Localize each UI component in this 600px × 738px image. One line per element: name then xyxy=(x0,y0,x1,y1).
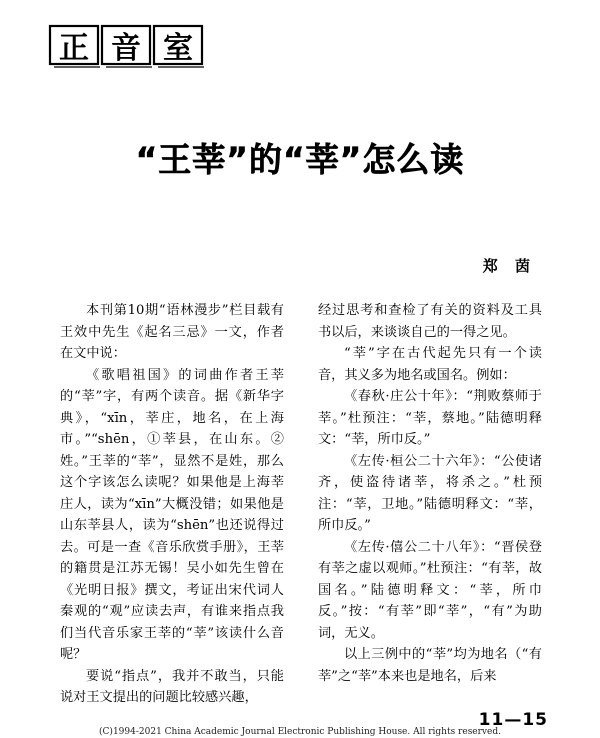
paragraph: 本刊第10期“语林漫步”栏目载有王效中先生《起名三忌》一文，作者在文中说： xyxy=(60,303,284,361)
column-right xyxy=(318,300,542,700)
svg-text:室: 室 xyxy=(163,31,193,66)
paragraph: 经过思考和查检了有关的资料及工具书以后，来谈谈自己的一得之见。 xyxy=(318,303,542,340)
author-byline: 郑 茵 xyxy=(482,257,536,275)
paragraph: 《左传·桓公二十六年》：“公使诸齐，使盗待诸莘，将杀之。”杜预注：“莘，卫地。”陆德明释文：“莘，所巾反。” xyxy=(318,453,542,533)
paragraph: 《左传·僖公二十八年》：“晋侯登有莘之虚以观师。”杜预注：“有莘，故国名。”陆德明释文：“莘，所巾反。”按：“有莘”即“莘”，“有”为助词，无义。 xyxy=(318,539,542,641)
body-columns xyxy=(60,300,542,705)
svg-text:音: 音 xyxy=(111,31,141,66)
paragraph: 《春秋·庄公十年》：“荆败蔡师于莘。”杜预注：“莘，蔡地。”陆德明释文：“莘，所巾反。” xyxy=(318,389,542,447)
page-title: “王莘”的“莘”怎么读 xyxy=(135,140,465,179)
column-left xyxy=(60,300,284,705)
paragraph: “莘”字在古代起先只有一个读音，其义多为地名或国名。例如： xyxy=(318,346,542,383)
copyright-note: (C)1994-2021 China Academic Journal Electronic Publishing House. All rights reserved. xyxy=(99,727,501,737)
paragraph: 以上三例中的“莘”均为地名（“有莘”之“莘”本来也是地名，后来 xyxy=(318,647,542,684)
masthead-stamp xyxy=(48,22,208,68)
page-number: 11—15 xyxy=(478,710,548,730)
paragraph: 要说“指点”，我并不敢当，只能说对王文提出的问题比较感兴趣， xyxy=(60,668,284,705)
svg-text:正: 正 xyxy=(59,31,89,66)
paragraph: 《歌唱祖国》的词曲作者王莘的“莘”字，有两个读音。据《新华字典》，“xīn，莘庄，地名，在上海市。”“shēn，①莘县，在山东。②姓。”王莘的“莘”，显然不是姓，那么这个字该怎么读呢？如果他是上海莘庄人，读为“xīn”大概没错；如果他是山东莘县人，读为“shēn”也还说得过去。可是一查《音乐欣赏手册》，王莘的籍贯是江苏无锡！吴小如先生曾在《光明日报》撰文，考证出宋代词人秦观的“观”应读去声，有谁来指点我们当代音乐家王莘的“莘”该读什么音呢？ xyxy=(60,367,284,662)
